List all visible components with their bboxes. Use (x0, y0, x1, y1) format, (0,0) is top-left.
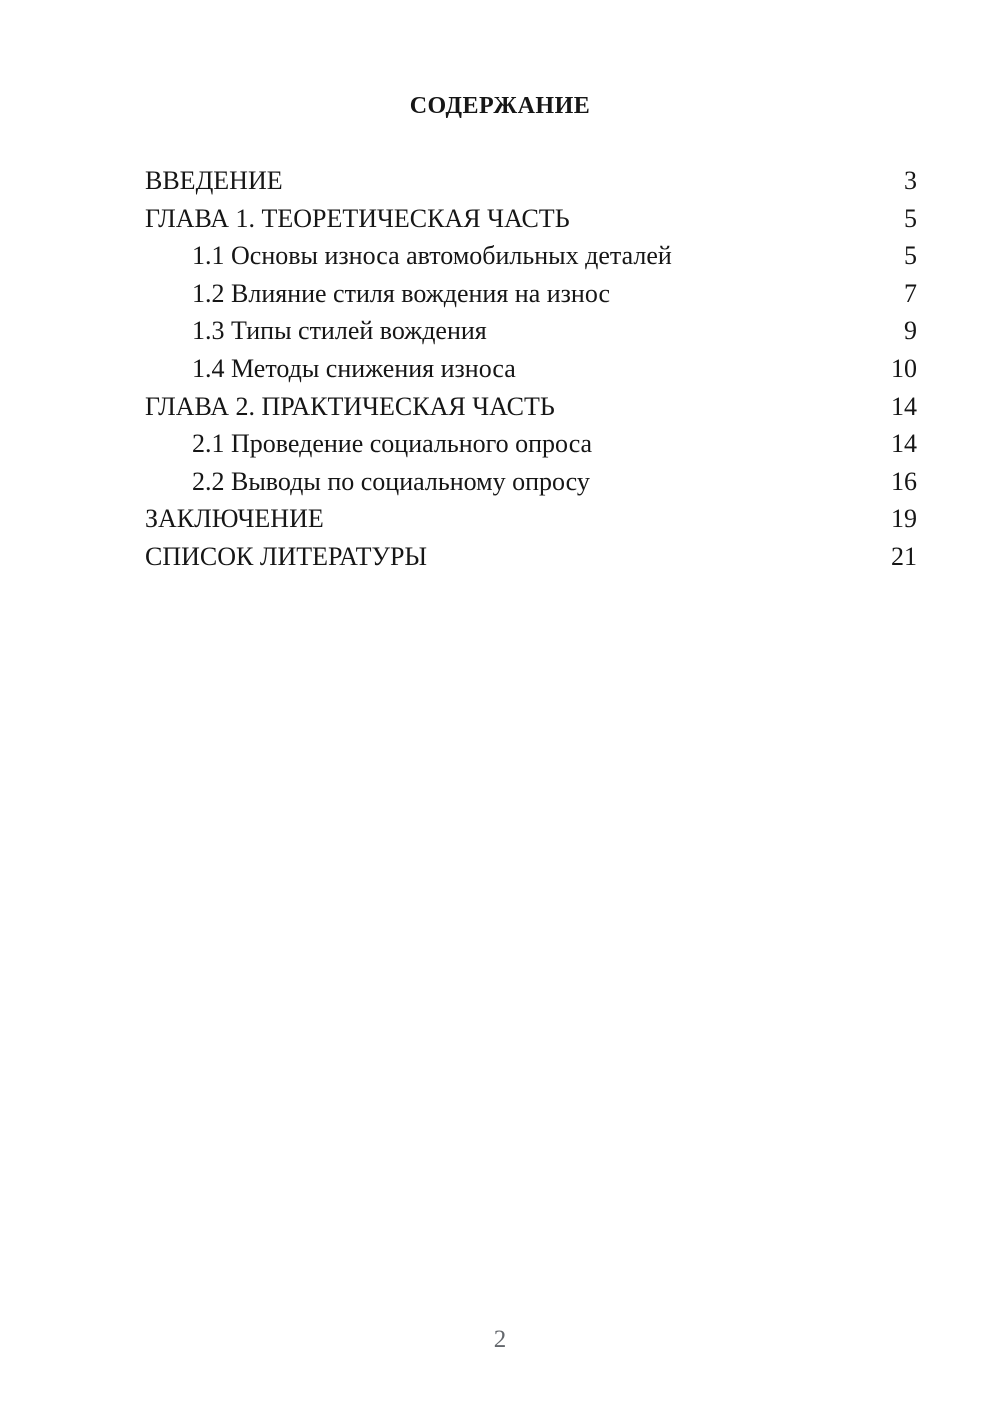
toc-list (145, 162, 917, 576)
toc-entry (145, 538, 917, 576)
toc-entry-label: 2.1 Проведение социального опроса (192, 429, 593, 459)
toc-entry-label: ГЛАВА 2. ПРАКТИЧЕСКАЯ ЧАСТЬ (145, 391, 555, 421)
page-title: СОДЕРЖАНИЕ (409, 93, 591, 119)
toc-entry (145, 500, 917, 538)
toc-entry-page: 3 (904, 166, 917, 195)
toc-entry-page: 21 (891, 541, 917, 571)
toc-entry (145, 162, 917, 200)
toc-entry-label: 1.4 Методы снижения износа (192, 353, 516, 383)
toc-entry-label: СПИСОК ЛИТЕРАТУРЫ (145, 541, 428, 571)
toc-entry-label: 1.1 Основы износа автомобильных деталей (192, 241, 672, 271)
toc-entry (145, 275, 917, 313)
toc-entry-label: 1.2 Влияние стиля вождения на износ (192, 278, 611, 308)
toc-entry-label: ВВЕДЕНИЕ (145, 166, 283, 195)
toc-entry-page: 9 (904, 316, 917, 346)
toc-entry (145, 200, 917, 238)
toc-entry-label: 2.2 Выводы по социальному опросу (192, 466, 590, 496)
toc-entry-label: ЗАКЛЮЧЕНИЕ (145, 504, 324, 534)
toc-entry-label: 1.3 Типы стилей вождения (192, 316, 487, 346)
toc-entry-label: ГЛАВА 1. ТЕОРЕТИЧЕСКАЯ ЧАСТЬ (145, 203, 570, 233)
toc-entry-page: 14 (891, 391, 917, 421)
toc-entry (145, 388, 917, 426)
toc-entry (145, 463, 917, 501)
toc-entry-page: 16 (891, 466, 917, 496)
toc-entry-page: 10 (891, 353, 917, 383)
page-number: 2 (493, 1326, 507, 1353)
toc-entry-page: 14 (891, 429, 917, 459)
toc-entry-page: 19 (891, 504, 917, 534)
toc-entry (145, 350, 917, 388)
toc-entry-page: 7 (904, 278, 917, 308)
toc-entry (145, 425, 917, 463)
toc-entry-page: 5 (904, 241, 917, 271)
toc-entry (145, 312, 917, 350)
toc-entry (145, 237, 917, 275)
toc-entry-page: 5 (904, 203, 917, 233)
